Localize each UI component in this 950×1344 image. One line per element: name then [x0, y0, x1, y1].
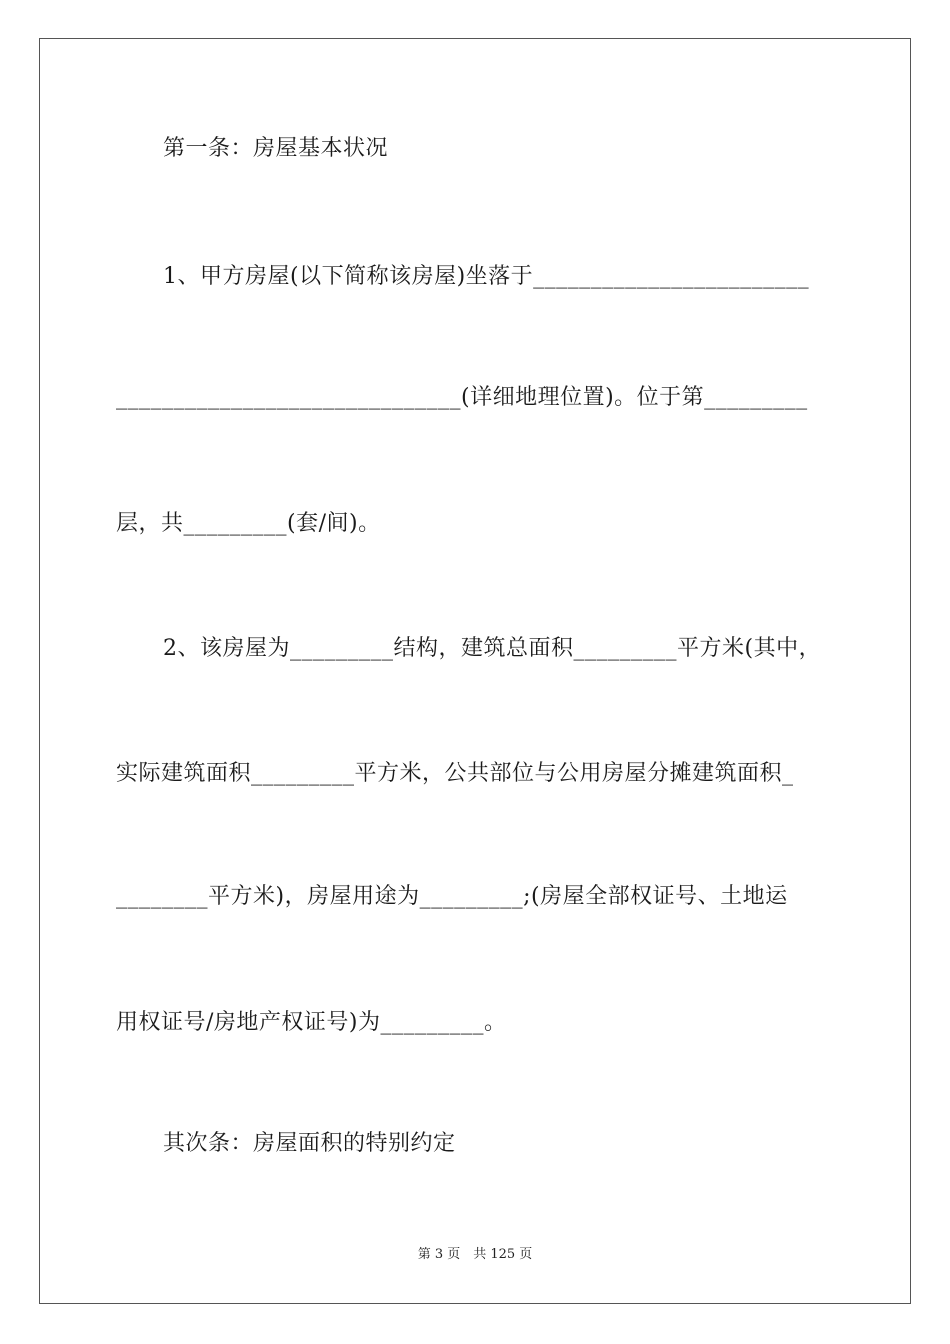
- section-heading-1: 第一条：房屋基本状况: [163, 136, 389, 161]
- paragraph-line: 2、该房屋为_________结构，建筑总面积_________平方米(其中，: [163, 636, 822, 661]
- paragraph-line: ______________________________(详细地理位置)。位于第_________: [116, 385, 808, 410]
- paragraph-line: 1、甲方房屋(以下简称该房屋)坐落于________________________: [163, 264, 810, 289]
- paragraph-line: 层，共_________(套/间)。: [116, 511, 381, 536]
- paragraph-line: 实际建筑面积_________平方米，公共部位与公用房屋分摊建筑面积_: [116, 761, 794, 786]
- section-heading-2: 其次条：房屋面积的特别约定: [163, 1131, 456, 1156]
- page-border: [39, 38, 911, 1304]
- page-footer: 第 3 页 共 125 页: [417, 1247, 533, 1262]
- paragraph-line: ________平方米)，房屋用途为_________;(房屋全部权证号、土地运: [116, 884, 788, 909]
- paragraph-line: 用权证号/房地产权证号)为_________。: [116, 1010, 507, 1035]
